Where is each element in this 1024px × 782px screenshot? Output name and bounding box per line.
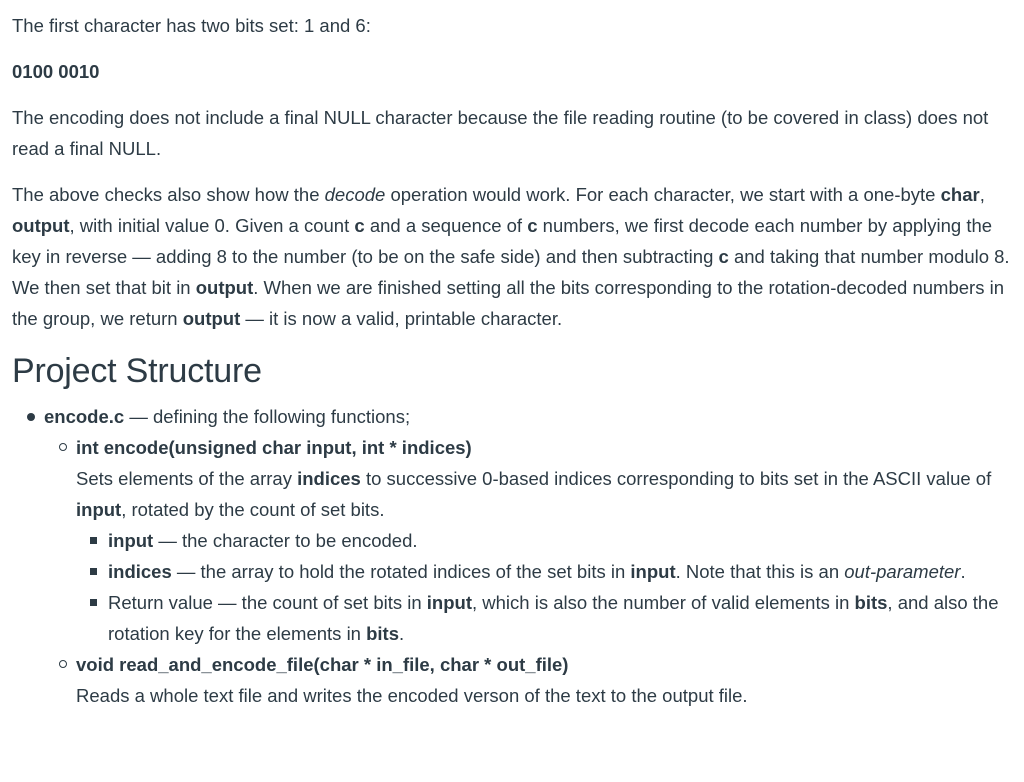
bullet-icon (90, 599, 97, 606)
file-name: encode.c (44, 406, 125, 427)
list-item-param-indices: indices — the array to hold the rotated indices of the set bits in input. Note that this is an out-parameter. (76, 556, 1012, 587)
bullet-icon (90, 568, 97, 575)
bullet-icon (59, 443, 67, 451)
bullet-icon (90, 537, 97, 544)
list-item-param-input: input — the character to be encoded. (76, 525, 1012, 556)
function-signature: int encode(unsigned char input, int * indices) (76, 437, 472, 458)
c-term: c (527, 215, 538, 236)
decode-term: decode (324, 184, 386, 205)
char-term: char (940, 184, 980, 205)
document-page (12, 10, 1012, 711)
function-signature: void read_and_encode_file(char * in_file, char * out_file) (76, 654, 569, 675)
section-heading: Project Structure (12, 352, 262, 390)
function-list (44, 432, 1012, 711)
structure-list (12, 401, 1012, 711)
list-item-encode-function: int encode(unsigned char input, int * indices) Sets elements of the array indices to successive 0-based indices corresponding to bits set in the ASCII value of input, rotated by the count of set bits. input — the character to be encoded. indices — the array to hold the rotated indices of the set bits in input. Note that this is an out-parameter. Return value — the count of set bits in input, which is also the number of valid elements in bits, and also the rotation key for the elements in bits. (44, 432, 1012, 649)
output-term: output (182, 308, 241, 329)
list-item-encode-file: encode.c — defining the following functions; int encode(unsigned char input, int * indices) Sets elements of the array indices to successive 0-based indices corresponding to bits set in the ASCII value of input, rotated by the count of set bits. input — the character to be encoded. indices — the array to hold the rotated indices of the set bits in input. Note that this is an out-parameter. Return value — the count of set bits in input, which is also the number of valid elements in bits, and also the rotation key for the elements in bits. void read_and_encode_file(char * in_file, char * out_file) Reads a whole text file and writes the encoded verson of the text to the output file. (12, 401, 1012, 711)
bullet-icon (27, 413, 35, 421)
c-term: c (718, 246, 729, 267)
output-term: output (12, 215, 70, 236)
list-item-return-value: Return value — the count of set bits in input, which is also the number of valid elements in bits, and also the rotation key for the elements in bits. (76, 587, 1012, 649)
parameter-list (76, 525, 1012, 649)
c-term: c (354, 215, 365, 236)
output-term: output (195, 277, 254, 298)
paragraph-decode: The above checks also show how the decode operation would work. For each character, we start with a one-byte char, output, with initial value 0. Given a count c and a sequence of c numbers, we first decode each number by applying the key in reverse — adding 8 to the number (to be on the safe side) and then subtracting c and taking that number modulo 8. We then set that bit in output. When we are finished setting all the bits corresponding to the rotation-decoded numbers in the group, we return output — it is now a valid, printable character. (12, 184, 1010, 329)
paragraph-null-char: The encoding does not include a final NULL character because the file reading routine (to be covered in class) does not read a final NULL. (12, 107, 989, 159)
paragraph-bits-set: The first character has two bits set: 1 and 6: (12, 15, 371, 36)
binary-value: 0100 0010 (12, 61, 100, 82)
bullet-icon (59, 660, 67, 668)
list-item-read-and-encode-function: void read_and_encode_file(char * in_file, char * out_file) Reads a whole text file and writes the encoded verson of the text to the output file. (44, 649, 1012, 711)
